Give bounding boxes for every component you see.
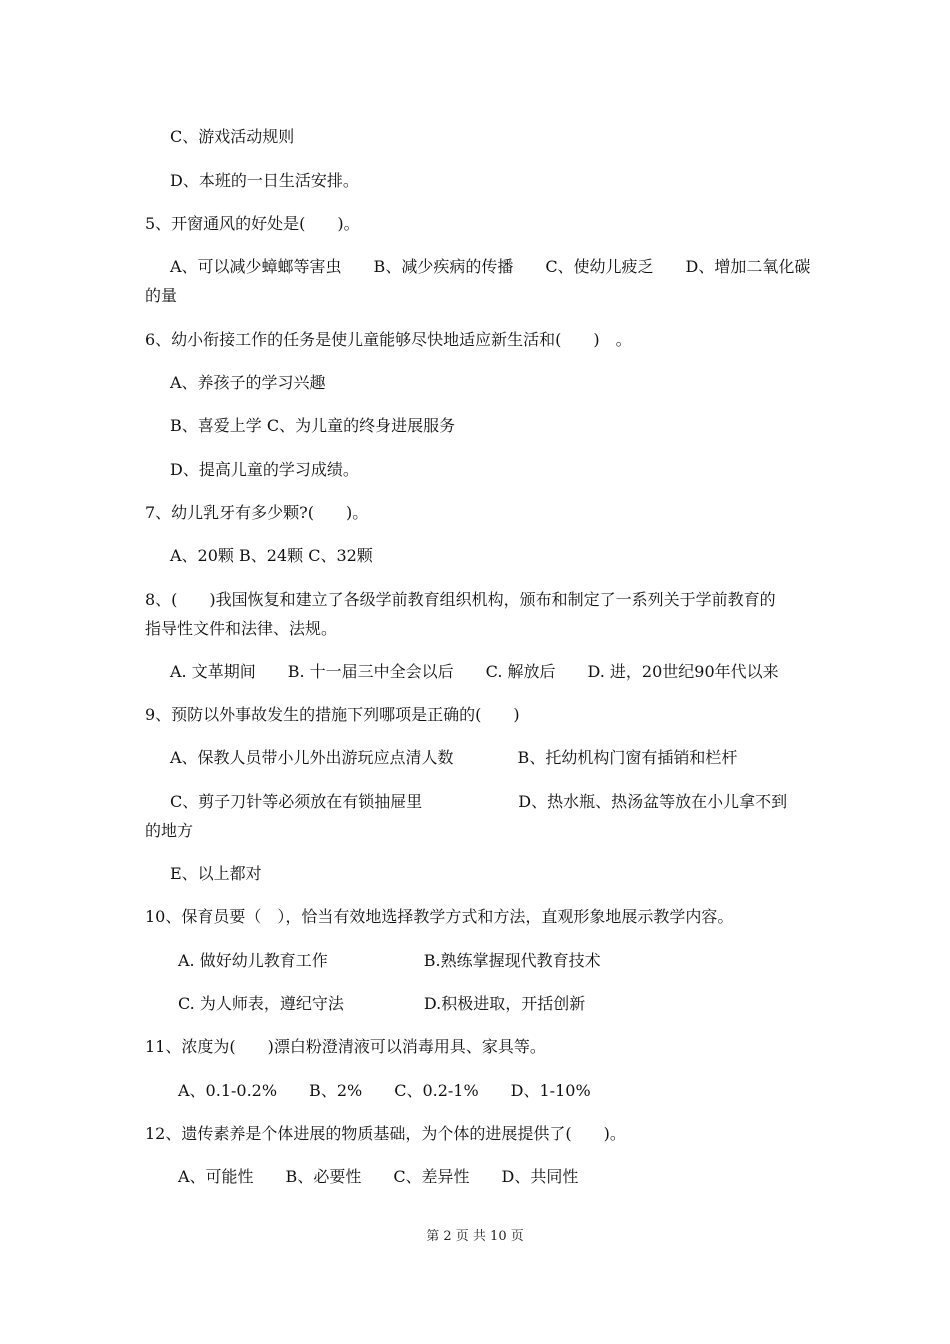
q10-options-ab: A. 做好幼儿教育工作 B.熟练掌握现代教育技术 bbox=[178, 951, 601, 970]
q4-option-d: D、本班的一日生活安排。 bbox=[170, 171, 359, 190]
question-12: 12、遗传素养是个体进展的物质基础，为个体的进展提供了( )。 bbox=[145, 1124, 626, 1143]
q7-options: A、20颗 B、24颗 C、32颗 bbox=[170, 546, 373, 565]
q6-option-bc: B、喜爱上学 C、为儿童的终身进展服务 bbox=[170, 416, 456, 435]
q6-option-d: D、提高儿童的学习成绩。 bbox=[170, 460, 359, 479]
question-6: 6、幼小衔接工作的任务是使儿童能够尽快地适应新生活和( ) 。 bbox=[145, 330, 632, 349]
question-8: 8、( )我国恢复和建立了各级学前教育组织机构，颁布和制定了一系列关于学前教育的 bbox=[145, 590, 776, 609]
question-7: 7、幼儿乳牙有多少颗?( )。 bbox=[145, 503, 369, 522]
q4-option-c: C、游戏活动规则 bbox=[170, 127, 295, 146]
q8-options: A. 文革期间 B. 十一届三中全会以后 C. 解放后 D. 进，20世纪90年代以来 bbox=[170, 662, 779, 681]
q5-options: A、可以减少蟑螂等害虫 B、减少疾病的传播 C、使幼儿疲乏 D、增加二氧化碳 bbox=[170, 257, 811, 276]
q5-options-cont: 的量 bbox=[145, 286, 178, 305]
q10-options-cd: C. 为人师表，遵纪守法 D.积极进取，开括创新 bbox=[178, 994, 586, 1013]
q9-options-ab: A、保教人员带小儿外出游玩应点清人数 B、托幼机构门窗有插销和栏杆 bbox=[170, 748, 738, 767]
q11-options: A、0.1-0.2% B、2% C、0.2-1% D、1-10% bbox=[178, 1081, 591, 1100]
question-11: 11、浓度为( )漂白粉澄清液可以消毒用具、家具等。 bbox=[145, 1037, 546, 1056]
q9-options-cd: C、剪子刀针等必须放在有锁抽屉里 D、热水瓶、热汤盆等放在小儿拿不到 bbox=[170, 792, 788, 811]
question-10: 10、保育员要（ ），恰当有效地选择教学方式和方法，直观形象地展示教学内容。 bbox=[145, 907, 734, 926]
q6-option-a: A、养孩子的学习兴趣 bbox=[170, 373, 326, 392]
page-number-footer: 第 2 页 共 10 页 bbox=[426, 1229, 524, 1244]
question-9: 9、预防以外事故发生的措施下列哪项是正确的( ) bbox=[145, 705, 520, 724]
question-8-cont: 指导性文件和法律、法规。 bbox=[145, 619, 338, 638]
q12-options: A、可能性 B、必要性 C、差异性 D、共同性 bbox=[178, 1167, 579, 1186]
q9-options-cd-cont: 的地方 bbox=[145, 821, 194, 840]
q9-option-e: E、以上都对 bbox=[170, 864, 262, 883]
question-5: 5、开窗通风的好处是( )。 bbox=[145, 214, 360, 233]
